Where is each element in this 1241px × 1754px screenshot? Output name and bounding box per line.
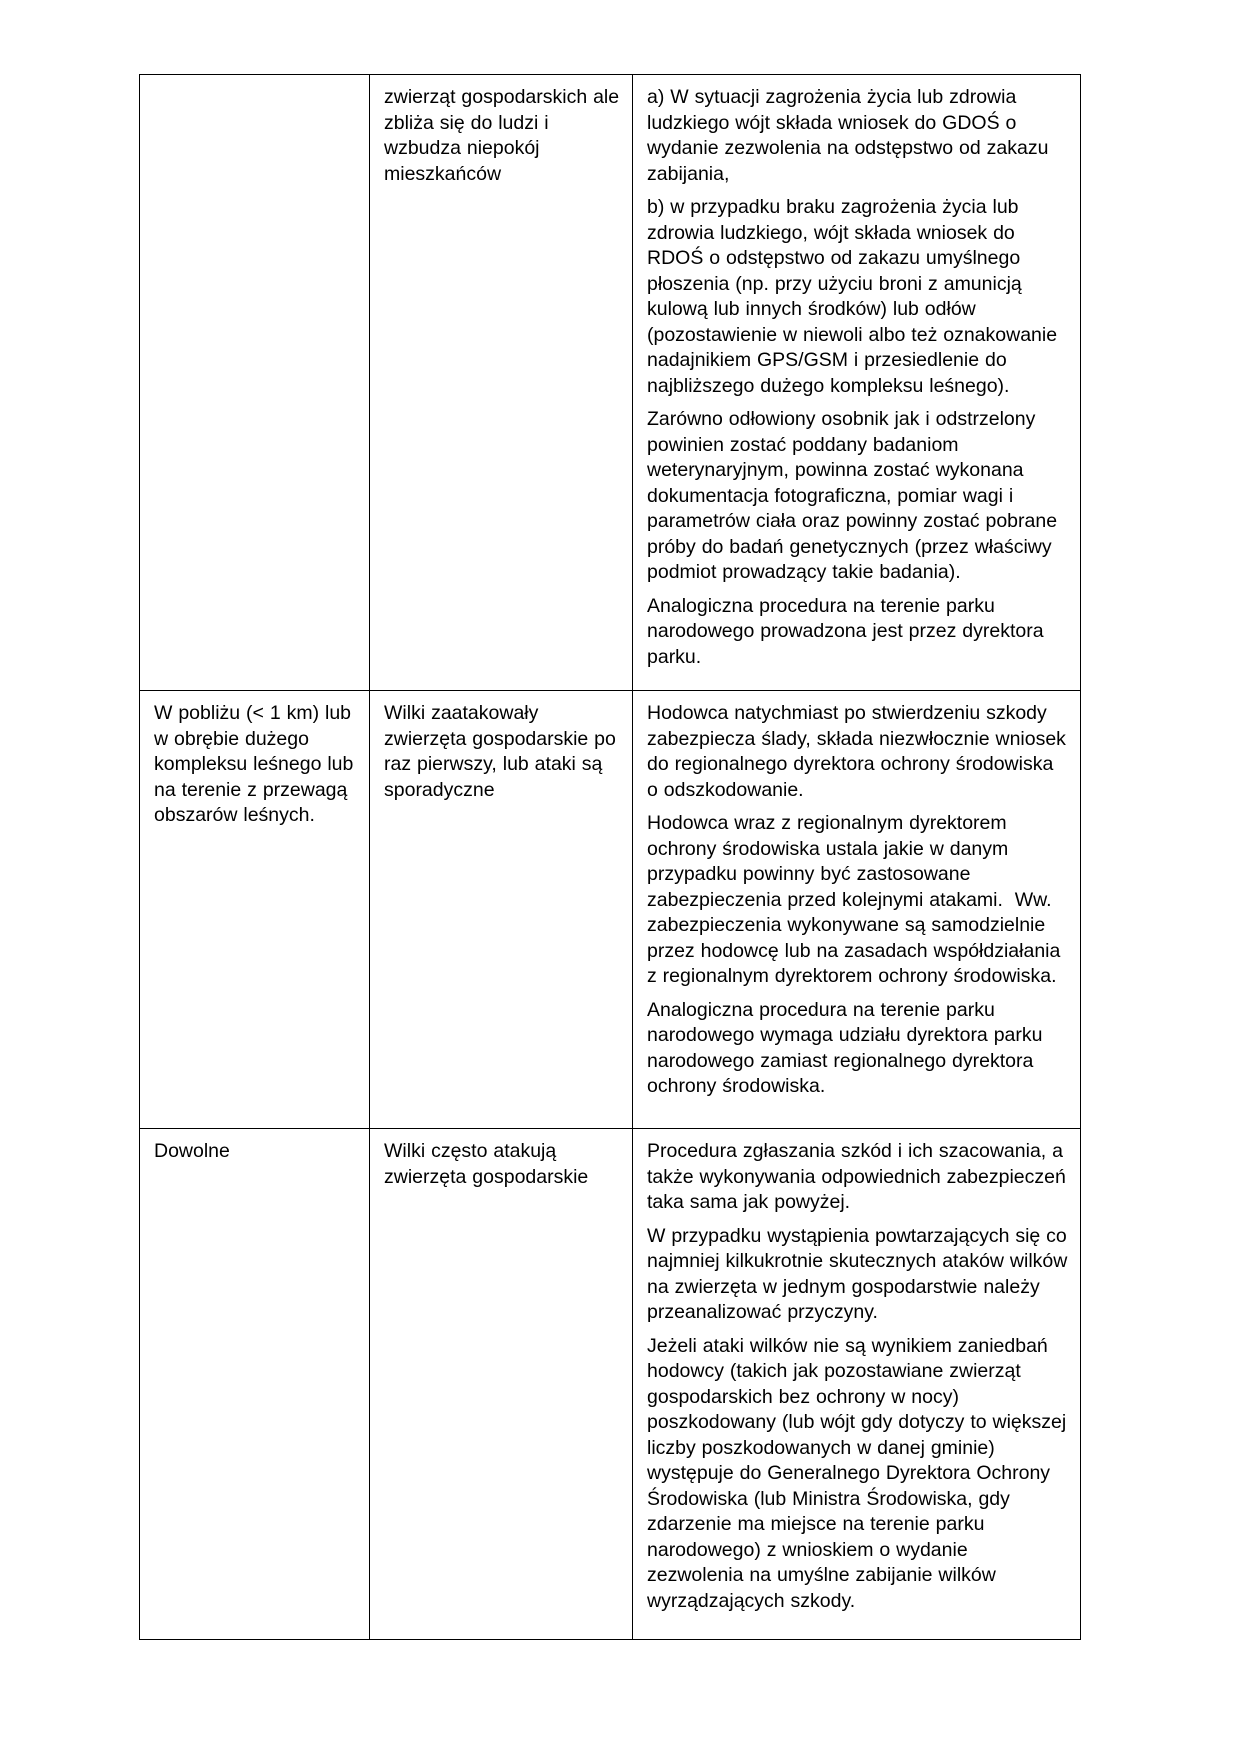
cell-paragraph: b) w przypadku braku zagrożenia życia lub zdrowia ludzkiego, wójt składa wniosek do RDOŚ o odstępstwo od zakazu umyślnego płoszenia (np. przy użyciu broni z amunicją kulową lub innych środków) lub odłów (pozostawienie w niewoli albo też oznakowanie nadajnikiem GPS/GSM i przesiedlenie do najbliższego dużego kompleksu leśnego). — [647, 196, 1063, 397]
table-row — [140, 1129, 1081, 1640]
cell-paragraph: Wilki zaatakowały zwierzęta gospodarskie po raz pierwszy, lub ataki są sporadyczne — [384, 702, 622, 801]
cell-paragraph: Analogiczna procedura na terenie parku narodowego prowadzona jest przez dyrektora parku. — [647, 594, 1050, 668]
table-row — [140, 75, 1081, 691]
table-cell — [633, 691, 1081, 1129]
table-body — [140, 75, 1081, 1640]
table-row — [140, 691, 1081, 1129]
cell-paragraph: zwierząt gospodarskich ale zbliża się do ludzi i wzbudza niepokój mieszkańców — [384, 86, 626, 185]
cell-paragraph: W przypadku wystąpienia powtarzających się co najmniej kilkukrotnie skutecznych ataków wilków na zwierzęta w jednym gospodarstwie należy przeanalizować przyczyny. — [647, 1224, 1074, 1323]
cell-paragraph: Analogiczna procedura na terenie parku narodowego wymaga udziału dyrektora parku narodowego zamiast regionalnego dyrektora ochrony środowiska. — [647, 998, 1049, 1097]
table-cell — [633, 75, 1081, 691]
cell-paragraph: Procedura zgłaszania szkód i ich szacowania, a także wykonywania odpowiednich zabezpieczeń taka sama jak powyżej. — [647, 1140, 1072, 1213]
cell-paragraph: a) W sytuacji zagrożenia życia lub zdrowia ludzkiego wójt składa wniosek do GDOŚ o wydanie zezwolenia na odstępstwo od zakazu zabijania, — [647, 86, 1055, 185]
table-cell — [370, 691, 633, 1129]
table-cell — [370, 75, 633, 691]
cell-paragraph: W pobliżu (< 1 km) lub w obrębie dużego kompleksu leśnego lub na terenie z przewagą obszarów leśnych. — [154, 702, 360, 826]
cell-paragraph: Dowolne — [154, 1140, 230, 1162]
cell-paragraph: Zarówno odłowiony osobnik jak i odstrzelony powinien zostać poddany badaniom weterynaryjnym, powinna zostać wykonana dokumentacja fotograficzna, pomiar wagi i parametrów ciała oraz powinny zostać pobrane próby do badań genetycznych (przez właściwy podmiot prowadzący takie badania). — [647, 408, 1063, 583]
cell-paragraph: Hodowca wraz z regionalnym dyrektorem ochrony środowiska ustala jakie w danym przypadku powinny być zastosowane zabezpieczenia przed kolejnymi atakami. Ww. zabezpieczenia wykonywane są samodzielnie przez hodowcę lub na zasadach współdziałania z regionalnym dyrektorem ochrony środowiska. — [647, 812, 1067, 987]
table-cell — [633, 1129, 1081, 1640]
table-cell — [140, 75, 370, 691]
cell-paragraph: Hodowca natychmiast po stwierdzeniu szkody zabezpiecza ślady, składa niezwłocznie wniosek do regionalnego dyrektora ochrony środowiska o odszkodowanie. — [647, 702, 1072, 801]
cell-paragraph: Jeżeli ataki wilków nie są wynikiem zaniedbań hodowcy (takich jak pozostawiane zwierząt gospodarskich bez ochrony w nocy) poszkodowany (lub wójt gdy dotyczy to większej liczby poszkodowanych w danej gminie) występuje do Generalnego Dyrektora Ochrony Środowiska (lub Ministra Środowiska, gdy zdarzenie ma miejsce na terenie parku narodowego) z wnioskiem o wydanie zezwolenia na umyślne zabijanie wilków wyrządzających szkody. — [647, 1334, 1073, 1612]
cell-paragraph: Wilki często atakują zwierzęta gospodarskie — [384, 1140, 589, 1188]
table-cell — [140, 691, 370, 1129]
table-cell — [370, 1129, 633, 1640]
table-cell — [140, 1129, 370, 1640]
wolf-procedure-table — [139, 74, 1081, 1640]
